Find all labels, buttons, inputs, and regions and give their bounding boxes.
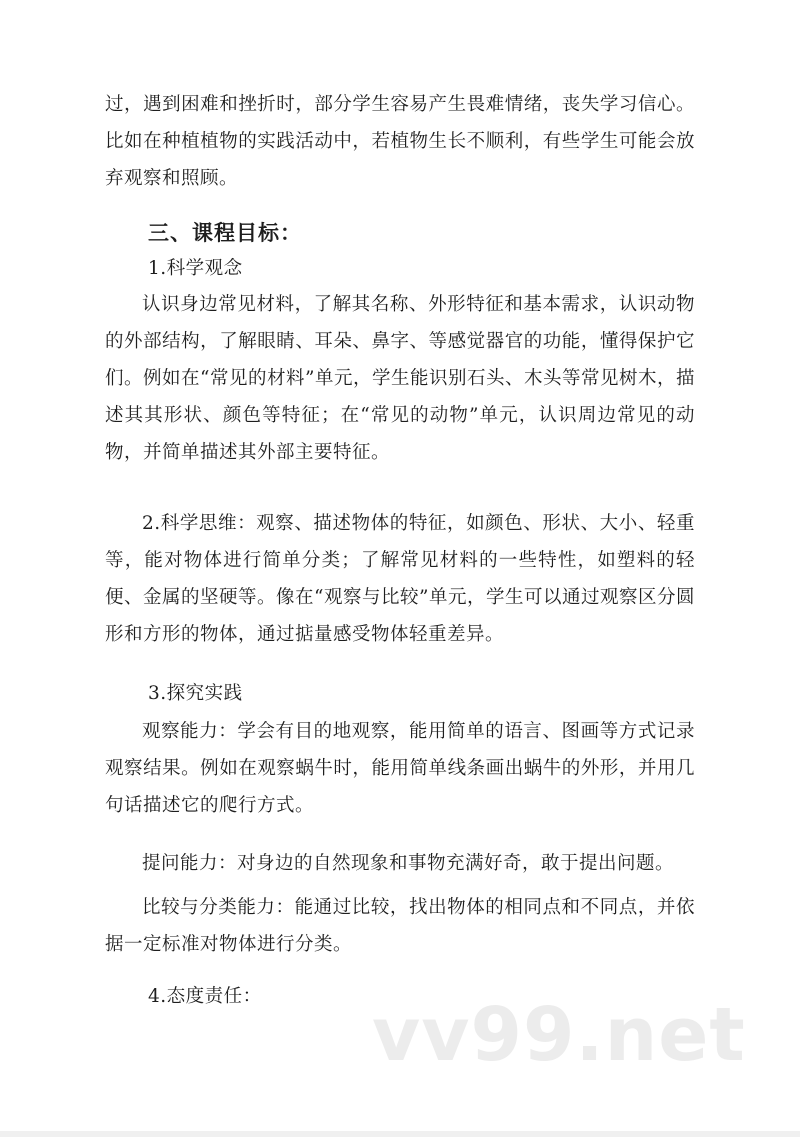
subheading-attitude-responsibility: 4.态度责任： — [148, 986, 262, 1007]
intro-paragraph: 过，遇到困难和挫折时，部分学生容易产生畏难情绪，丧失学习信心。比如在种植植物的实践活动中，若植物生长不顺利，有些学生可能会放弃观察和照顾。 — [105, 94, 695, 189]
science-thinking-paragraph: 2.科学思维：观察、描述物体的特征，如颜色、形状、大小、轻重等，能对物体进行简单分类；了解常见材料的一些特性，如塑料的轻便、金属的坚硬等。像在“观察与比较”单元，学生可以通过观察区分圆形和方形的物体，通过掂量感受物体轻重差异。 — [105, 513, 695, 645]
watermark: vv99.net — [372, 992, 746, 1078]
section-heading-course-goals: 三、课程目标： — [148, 220, 302, 245]
questioning-ability-paragraph: 提问能力：对身边的自然现象和事物充满好奇，敢于提出问题。 — [142, 853, 675, 874]
page-bottom-edge — [0, 1131, 800, 1137]
subheading-inquiry-practice: 3.探究实践 — [148, 683, 243, 704]
observation-ability-paragraph: 观察能力：学会有目的地观察，能用简单的语言、图画等方式记录观察结果。例如在观察蜗牛时，能用简单线条画出蜗牛的外形，并用几句话描述它的爬行方式。 — [105, 721, 695, 816]
science-concepts-paragraph: 认识身边常见材料，了解其名称、外形特征和基本需求，认识动物的外部结构，了解眼睛、耳朵、鼻字、等感觉器官的功能，懂得保护它们。例如在“常见的材料”单元，学生能识别石头、木头等常见树木，描述其其形状、颜色等特征；在“常见的动物”单元，认识周边常见的动物，并简单描述其外部主要特征。 — [105, 294, 695, 463]
subheading-science-concepts: 1.科学观念 — [148, 258, 243, 279]
comparison-classification-paragraph: 比较与分类能力：能通过比较，找出物体的相同点和不同点，并依据一定标准对物体进行分类。 — [105, 897, 695, 955]
